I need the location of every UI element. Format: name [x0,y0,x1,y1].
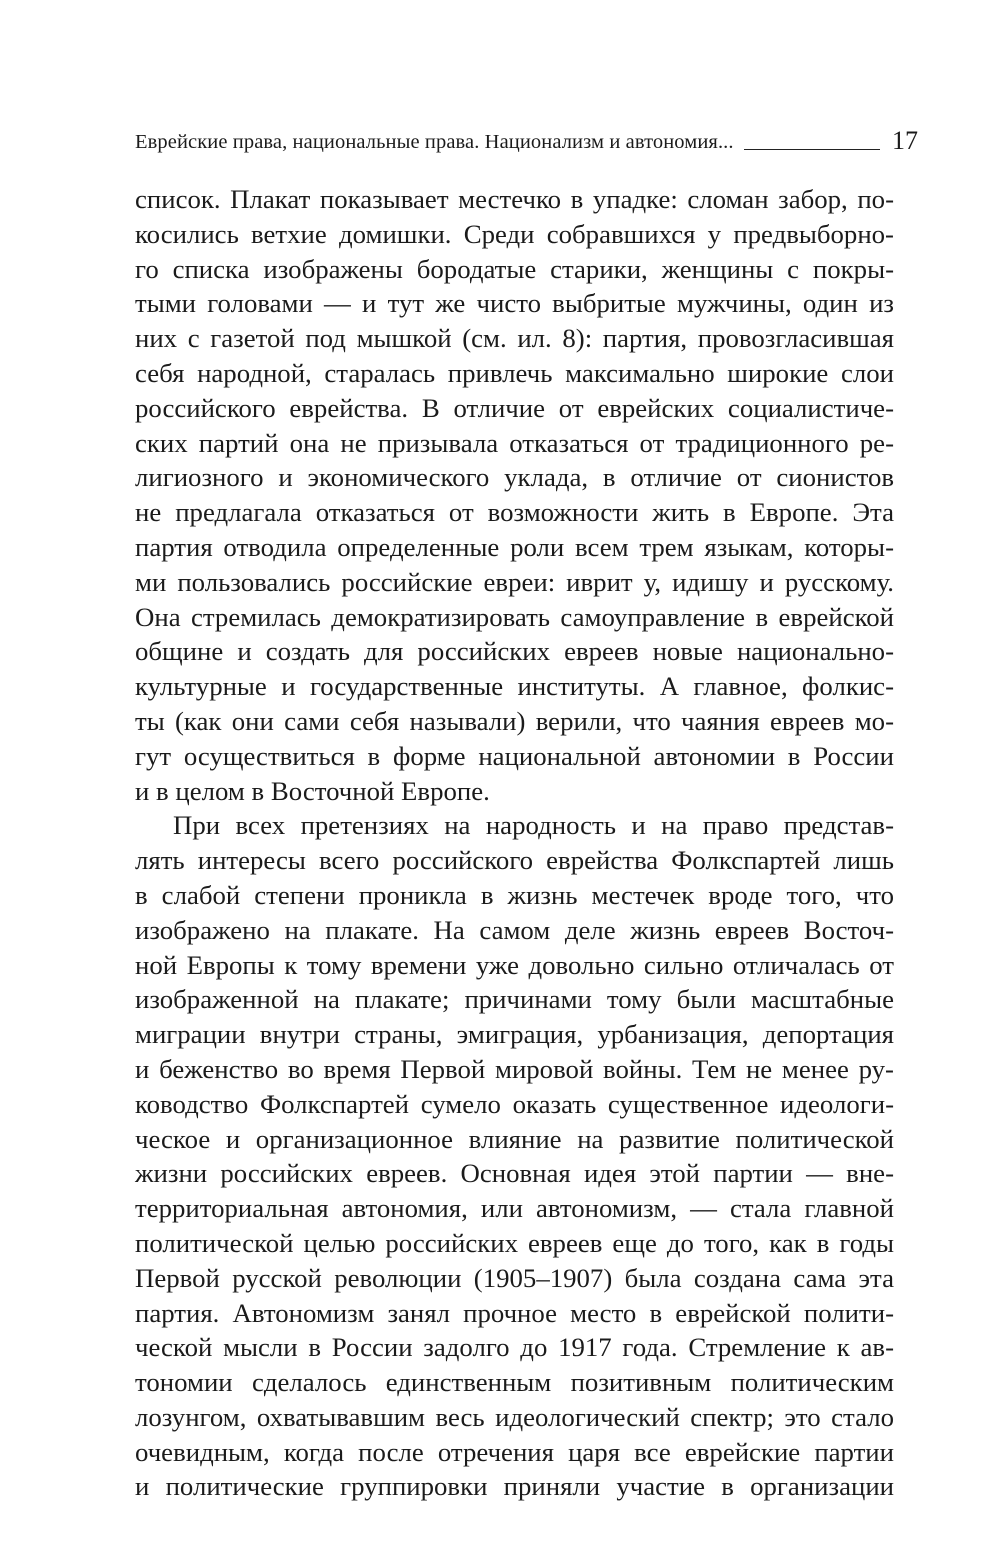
text-line: тыми головами — и тут же чисто выбритые мужчины, один из [135,288,894,319]
text-line: жизни российских евреев. Основная идея этой партии — вне- [135,1158,894,1189]
text-line: го списка изображены бородатые старики, женщины с покры- [135,253,894,284]
text-line: ководство Фолкспартей сумело оказать существенное идеологи- [135,1088,894,1119]
text-line: и в целом в Восточной Европе. [135,775,490,806]
text-line: партия. Автономизм занял прочное место в еврейской полити- [135,1297,894,1328]
text-line: лигиозного и экономического уклада, в отличие от сионистов [135,462,894,493]
text-line: Она стремилась демократизировать самоуправление в еврейской [135,601,894,632]
text-line: в слабой степени проникла в жизнь местечек вроде того, что [135,879,894,910]
page-number: 17 [892,126,918,155]
text-line: При всех претензиях на народность и на право представ- [173,810,894,841]
text-line: общине и создать для российских евреев новые национально- [135,636,894,667]
text-line: территориальная автономия, или автономизм, — стала главной [135,1193,894,1224]
text-line: ческой мысли в России задолго до 1917 года. Стремление к ав- [135,1332,894,1363]
body-text [135,182,894,1504]
running-title: Еврейские права, национальные права. Национализм и автономия... [135,131,734,153]
text-line: партия отводила определенные роли всем трем языкам, которы- [135,531,894,562]
text-line: список. Плакат показывает местечко в упадке: сломан забор, по- [135,184,894,214]
text-line: гут осуществиться в форме национальной автономии в России [135,740,894,771]
text-line: Первой русской революции (1905–1907) была создана сама эта [135,1262,894,1293]
text-line: тономии сделалось единственным позитивным политическим [135,1367,894,1398]
running-header [135,120,918,160]
text-line: себя народной, старалась привлечь максимально широкие слои [135,357,894,388]
text-line: ты (как они сами себя называли) верили, что чаяния евреев мо- [135,705,894,736]
text-line: ми пользовались российские евреи: иврит у, идишу и русскому. [135,566,894,597]
header-rule [744,149,880,150]
text-line: не предлагала отказаться от возможности жить в Европе. Эта [135,497,894,528]
text-line: культурные и государственные институты. А главное, фолкис- [135,671,894,702]
text-line: ческое и организационное влияние на развитие политической [135,1123,894,1154]
text-line: изображенной на плакате; причинами тому были масштабные [135,984,894,1015]
text-line: российского еврейства. В отличие от еврейских социалистиче- [135,392,894,423]
text-line: лозунгом, охватывавшим весь идеологический спектр; это стало [135,1401,894,1432]
text-line: и беженство во время Первой мировой войны. Тем не менее ру- [135,1053,894,1084]
text-line: очевидным, когда после отречения царя все еврейские партии [135,1436,894,1467]
text-line: них с газетой под мышкой (см. ил. 8): партия, провозгласившая [135,323,894,354]
text-line: ских партий она не призывала отказаться от традиционного ре- [135,427,894,458]
text-line: ной Европы к тому времени уже довольно сильно отличалась от [135,949,894,980]
text-line: изображено на плакате. На самом деле жизнь евреев Восточ- [135,914,894,945]
text-line: косились ветхие домишки. Среди собравшихся у предвыборно- [135,218,894,249]
text-line: лять интересы всего российского еврейства Фолкспартей лишь [135,845,894,876]
text-line: политической целью российских евреев еще до того, как в годы [135,1227,894,1258]
text-line: миграции внутри страны, эмиграция, урбанизация, депортация [135,1019,894,1050]
text-line: и политические группировки приняли участие в организации [135,1471,894,1502]
